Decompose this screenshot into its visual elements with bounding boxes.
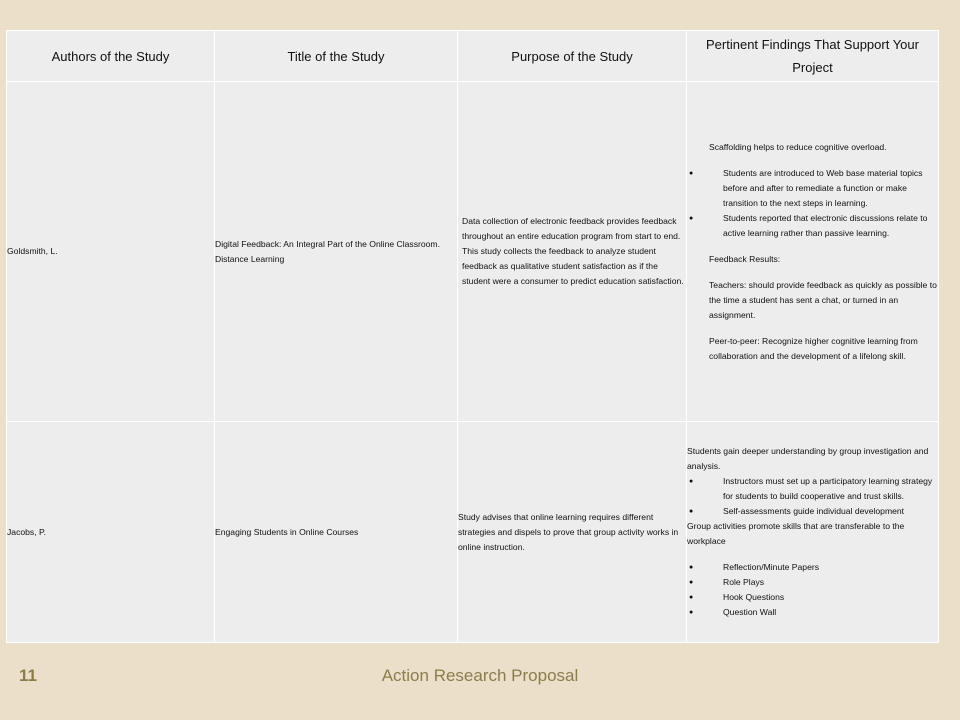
table-row [7,82,939,422]
header-authors: Authors of the Study [7,31,215,82]
list-item: ● Students are introduced to Web base material topics before and after to remediate a function or make transition to the next steps in learning. [687,166,938,211]
row1-author: Goldsmith, L. [7,246,58,256]
row1-teachers: Teachers: should provide feedback as quickly as possible to the time a student has sent a chat, or turned in an assignment. [709,279,937,320]
row2-findings-list [687,560,938,620]
list-item: ● Instructors must set up a participatory learning strategy for students to build cooperative and trust skills. [687,474,938,504]
list-item: ● Students reported that electronic discussions relate to active learning rather than passive learning. [687,211,938,241]
row1-results-heading: Feedback Results: [709,253,781,264]
slide-number: 11 [19,666,37,685]
list-item: ● Role Plays [687,575,938,590]
header-findings [687,31,939,82]
row1-title-cell [215,82,458,422]
list-item: ● Self-assessments guide individual development [687,504,938,519]
row1-findings-cell [687,82,939,422]
row1-findings-bullets [687,166,938,241]
header-purpose: Purpose of the Study [458,31,687,82]
header-title: Title of the Study [215,31,458,82]
list-item: ● Hook Questions [687,590,938,605]
slide-content [6,30,938,641]
row2-findings [687,444,938,620]
row2-findings-cell [687,422,939,643]
row2-findings-bullets [687,474,938,519]
row1-author-cell [7,82,215,422]
row1-purpose: Data collection of electronic feedback provides feedback throughout an entire education program from start to end. This study collects the feedback to analyze student feedback as qualitative student satisfaction as if the student were a consumer to predict education satisfaction. [462,216,684,286]
row2-title: Engaging Students in Online Courses [215,526,359,537]
row2-author: Jacobs, P. [7,526,47,537]
header-findings-text: Pertinent Findings That Support Your Project [706,37,919,75]
row1-title: Digital Feedback: An Integral Part of the Online Classroom. Distance Learning [215,238,440,264]
row2-author-cell [7,422,215,643]
row2-purpose: Study advises that online learning requires different strategies and dispels to prove that group activity works in online instruction. [458,511,679,552]
table-row [7,422,939,643]
row2-purpose-cell [458,422,687,643]
row1-findings-intro: Scaffolding helps to reduce cognitive overload. [709,141,887,152]
footer-title: Action Research Proposal [381,666,579,685]
literature-review-table [6,30,939,643]
row1-findings [687,140,938,364]
row2-findings-after: Group activities promote skills that are transferable to the workplace [687,521,905,546]
row1-peer: Peer-to-peer: Recognize higher cognitive learning from collaboration and the development of a lifelong skill. [709,335,918,361]
list-item: ● Question Wall [687,605,938,620]
list-item: ● Reflection/Minute Papers [687,560,938,575]
row2-title-cell [215,422,458,643]
row2-findings-intro: Students gain deeper understanding by group investigation and analysis. [687,446,929,471]
table-header-row [7,31,939,82]
row1-purpose-cell [458,82,687,422]
